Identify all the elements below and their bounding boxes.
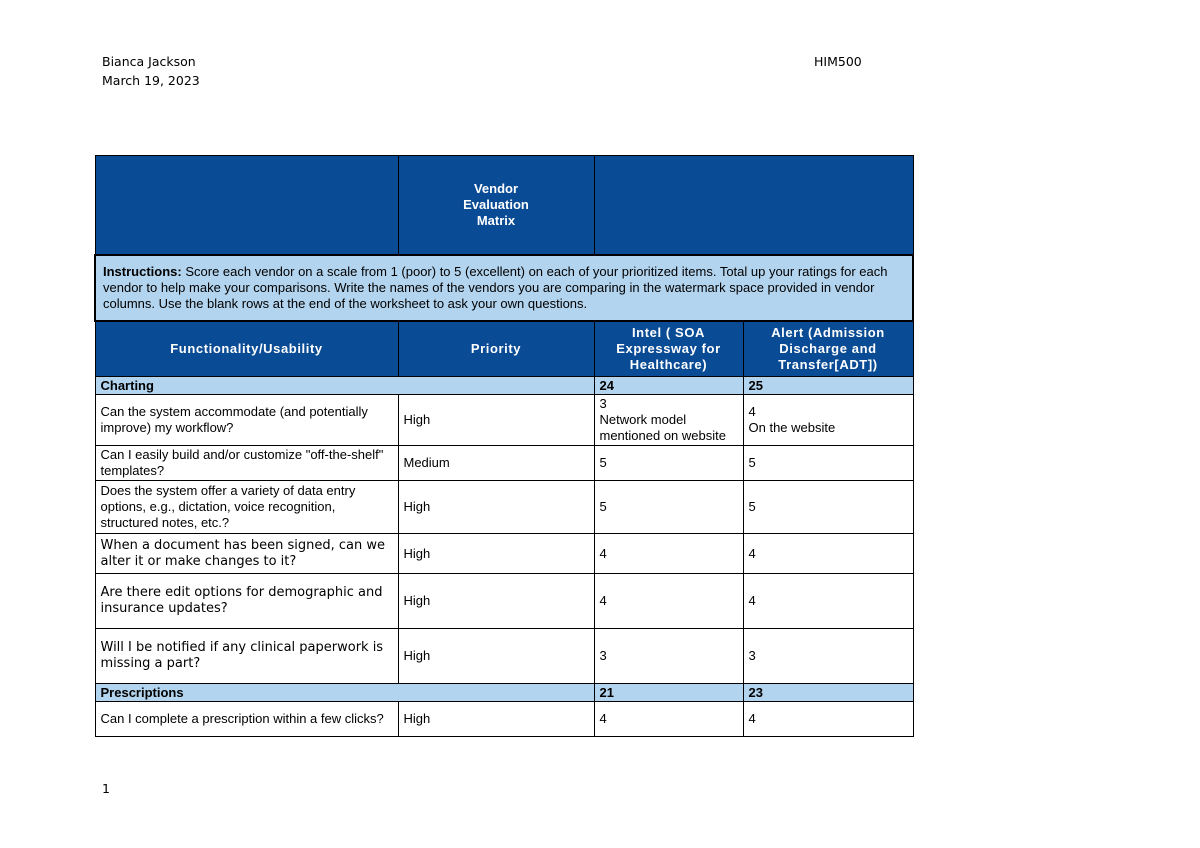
section-name: Prescriptions (95, 684, 594, 702)
section-row (95, 377, 913, 395)
vendor1-note: Network model mentioned on website (599, 412, 726, 443)
vendor2-score-cell: 3 (743, 629, 913, 684)
section-name: Charting (95, 377, 594, 395)
priority-cell: High (398, 702, 594, 737)
table-row (95, 574, 913, 629)
table-row (95, 446, 913, 481)
question-cell: Will I be notified if any clinical paperwork is missing a part? (95, 629, 398, 684)
vendor2-score-cell: 4 (743, 534, 913, 574)
table-row (95, 395, 913, 446)
question-cell: Are there edit options for demographic and insurance updates? (95, 574, 398, 629)
vendor1-score: 3 (599, 396, 607, 411)
vendor2-score: 4 (748, 404, 756, 419)
vendor2-score-cell: 4 (743, 702, 913, 737)
question-cell: Can I complete a prescription within a few clicks? (95, 702, 398, 737)
section-row (95, 684, 913, 702)
title-blank-cell (95, 156, 398, 255)
instructions-text: Score each vendor on a scale from 1 (poor) to 5 (excellent) on each of your prioritized items. Total up your ratings for each vendor to help make your comparisons. Write the names of the vendors you are comparing in the watermark space provided in vendor columns. Use the blank rows at the end of the worksheet to ask your own questions. (103, 263, 888, 311)
priority-cell: High (398, 395, 594, 446)
question-cell: Does the system offer a variety of data entry options, e.g., dictation, voice recognition, structured notes, etc.? (95, 481, 398, 534)
vendor1-score-cell: 5 (594, 446, 743, 481)
col-header-functionality: Functionality/Usability (95, 321, 398, 377)
vendor2-score-cell: 4 (743, 574, 913, 629)
vendor1-score-cell: 4 (594, 702, 743, 737)
vendor1-score-cell: 3 (594, 629, 743, 684)
course-code: HIM500 (814, 54, 862, 69)
section-total-vendor1: 21 (594, 684, 743, 702)
instructions-label: Instructions: (103, 263, 182, 279)
priority-cell: High (398, 481, 594, 534)
column-header-row (95, 321, 913, 377)
table-row (95, 702, 913, 737)
page-header-left (102, 52, 200, 90)
vendor2-score-cell: 5 (743, 446, 913, 481)
section-total-vendor2: 25 (743, 377, 913, 395)
priority-cell: Medium (398, 446, 594, 481)
vendor1-score-cell: 4 (594, 574, 743, 629)
question-cell: Can the system accommodate (and potentially improve) my workflow? (95, 395, 398, 446)
page-number: 1 (102, 781, 110, 796)
priority-cell: High (398, 534, 594, 574)
vendor1-score-cell: 5 (594, 481, 743, 534)
vendor2-score-cell (743, 395, 913, 446)
vendor1-score-cell: 4 (594, 534, 743, 574)
question-cell: When a document has been signed, can we alter it or make changes to it? (95, 534, 398, 574)
title-row (95, 156, 913, 255)
table-row (95, 629, 913, 684)
author-name: Bianca Jackson (102, 54, 196, 69)
instructions (95, 255, 913, 321)
section-total-vendor1: 24 (594, 377, 743, 395)
vendor-evaluation-matrix (94, 155, 914, 737)
document-date: March 19, 2023 (102, 73, 200, 88)
question-cell: Can I easily build and/or customize "off-the-shelf" templates? (95, 446, 398, 481)
col-header-vendor2: Alert (Admission Discharge and Transfer[ADT]) (743, 321, 913, 377)
instructions-row (95, 255, 913, 321)
vendor2-score-cell: 5 (743, 481, 913, 534)
col-header-vendor1: Intel ( SOA Expressway for Healthcare) (594, 321, 743, 377)
title-blank-cell-right (594, 156, 913, 255)
vendor2-note: On the website (748, 420, 836, 435)
matrix-title: Vendor Evaluation Matrix (398, 156, 594, 255)
priority-cell: High (398, 574, 594, 629)
table-row (95, 481, 913, 534)
priority-cell: High (398, 629, 594, 684)
vendor1-score-cell (594, 395, 743, 446)
col-header-priority: Priority (398, 321, 594, 377)
table-row (95, 534, 913, 574)
section-total-vendor2: 23 (743, 684, 913, 702)
